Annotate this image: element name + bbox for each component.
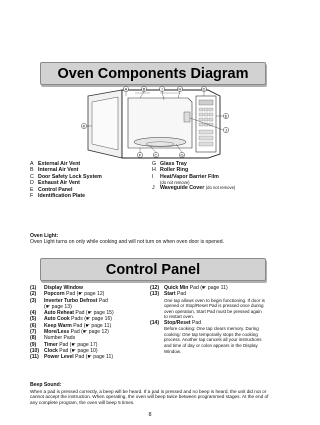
callout-i [159, 86, 164, 91]
callout-j [223, 127, 228, 132]
oven-light-note [30, 233, 270, 245]
part-item: H Roller Ring [152, 167, 189, 174]
callout-a [123, 86, 128, 91]
svg-text:F: F [138, 152, 142, 158]
part-item: B Internal Air Vent [30, 167, 79, 174]
control-list-left [30, 285, 148, 361]
parts-list-right [152, 161, 270, 192]
start-pad-description: One tap allows oven to begin functioning. If door is opened or Stop/Reset Pad is pressed once during oven operation, Start Pad must be pressed again to restart oven. [164, 297, 265, 320]
svg-text:K: K [82, 123, 86, 129]
svg-text:I: I [161, 86, 163, 92]
svg-text:A: A [124, 86, 128, 92]
control-item: (14) Stop/Reset Pad [150, 319, 202, 326]
components-diagram-title: Oven Components Diagram [40, 62, 266, 85]
callout-e [223, 113, 228, 118]
callout-b [141, 86, 146, 91]
control-item: (4) Auto Reheat Pad (☛ page 15) [30, 310, 114, 317]
svg-text:B: B [142, 86, 146, 92]
svg-text:H: H [178, 86, 182, 92]
control-item: (2) Popcorn Pad (☛ page 12) [30, 291, 105, 298]
control-item: (11) Power Level Pad (☛ page 11) [30, 354, 114, 361]
part-note: (do not remove) [205, 185, 236, 191]
callout-k [81, 123, 86, 128]
part-item: C Door Safety Lock System [30, 173, 102, 180]
stop-reset-description: Before cooking: One tap clears memory. During cooking: One tap temporarily stops the cooking process. Another tap cancels all your instructions and time of day or colon appears in the Display Window. [164, 326, 262, 354]
control-item: (6) Keep Warm Pad (☛ page 11) [30, 322, 112, 329]
page-number: 8 [148, 412, 152, 418]
control-item: (8) Number Pads [30, 335, 76, 342]
control-item: (13) Start Pad [150, 291, 187, 298]
svg-text:D: D [202, 86, 206, 92]
svg-text:C: C [154, 152, 158, 158]
oven-light-heading: Oven Light: [30, 233, 59, 239]
svg-text:G: G [180, 152, 184, 158]
control-item: (7) More/Less Pad (☛ page 12) [30, 329, 109, 336]
callout-h [177, 86, 182, 91]
callout-d [201, 86, 206, 91]
control-item: (9) Timer Pad (☛ page 17) [30, 341, 98, 348]
part-item: D Exhaust Air Vent [30, 180, 80, 187]
part-note: (do not remove) [160, 180, 190, 186]
beep-sound-note [30, 383, 270, 406]
control-list-right [150, 285, 270, 354]
part-item: G Glass Tray [152, 161, 187, 167]
callout-f [137, 152, 142, 157]
svg-text:J: J [225, 127, 227, 133]
control-item: (1) Display Window [30, 285, 84, 291]
part-item: I Heat/Vapor Barrier Film (do not remove) [152, 174, 270, 185]
beep-text: When a pad is pressed correctly, a beep will be heard. If a pad is pressed and no beep is heard, the unit did not or cannot accept the instruction. When operating, the oven will beep twice between programmed stages. At the end of any complete program, the oven will beep 5 times. [30, 388, 269, 406]
control-panel-title: Control Panel [40, 258, 266, 281]
oven-diagram [80, 86, 230, 161]
waveguide-cover [184, 112, 190, 122]
control-item: (3) Inverter Turbo Defrost Pad [30, 297, 108, 304]
parts-list-left [30, 161, 148, 199]
part-item: J Waveguide Cover (do not remove) [152, 185, 236, 192]
callout-g [179, 152, 184, 157]
control-item: (10) Clock Pad (☛ page 10) [30, 347, 98, 354]
oven-light-text: Oven Light turns on only while cooking and will not turn on when oven door is opened. [30, 239, 224, 245]
beep-heading: Beep Sound: [30, 382, 62, 388]
control-item: (12) Quick Min Pad (☛ page 11) [150, 285, 228, 291]
part-item: E Control Panel [30, 186, 73, 193]
control-item: (☛ page 13) [44, 303, 72, 310]
control-item: (5) Auto Cook Pads (☛ page 16) [30, 316, 112, 323]
svg-text:E: E [224, 113, 228, 119]
callout-c [153, 152, 158, 157]
part-item: A External Air Vent [30, 161, 81, 167]
part-item: F Identification Plate [30, 193, 86, 200]
